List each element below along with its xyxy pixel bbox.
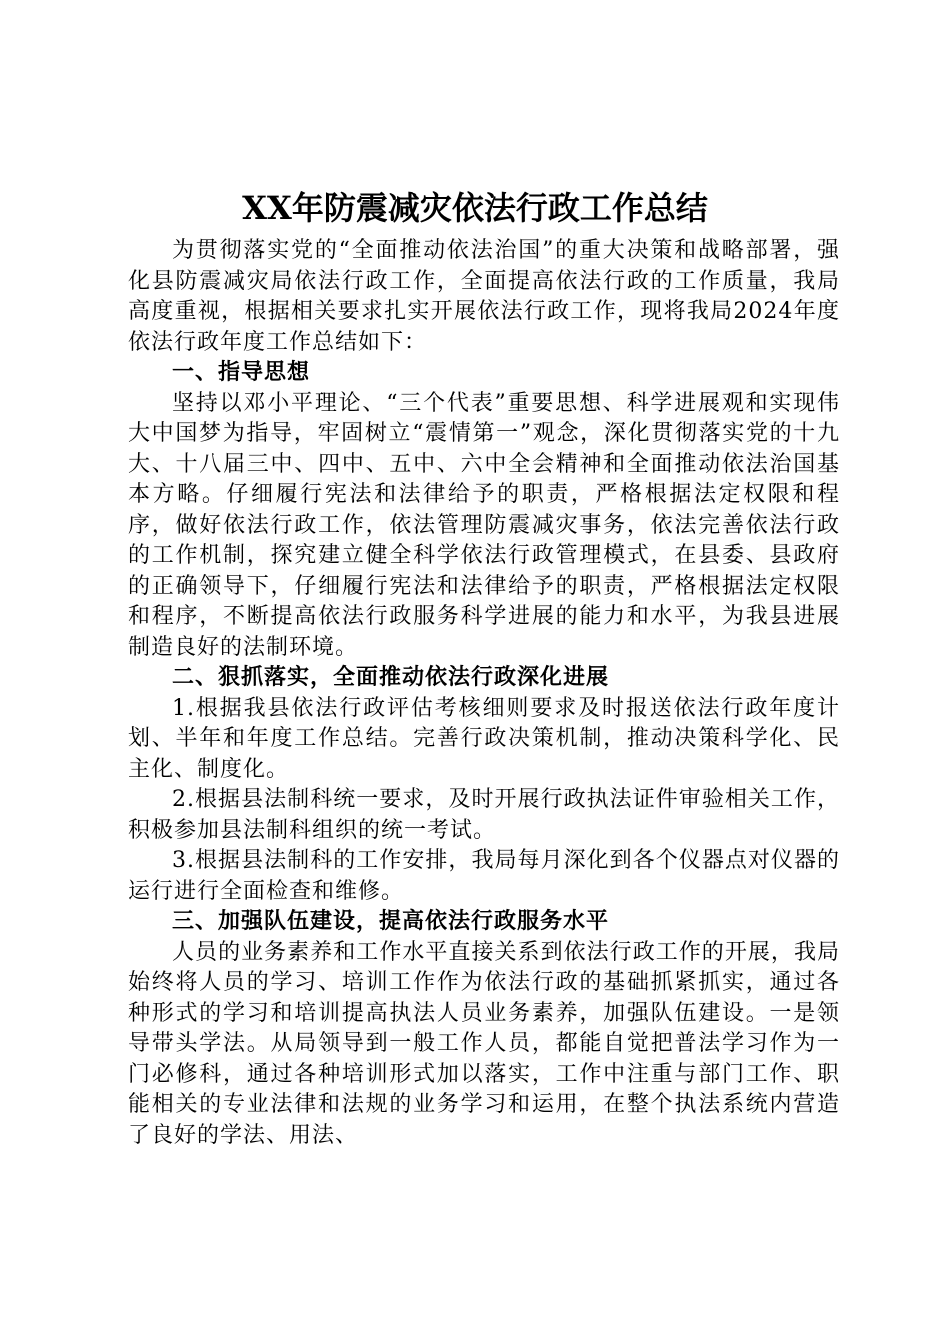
section-heading-1: 一、指导思想 (172, 360, 311, 385)
section-2-paragraph-1: 1.根据我县依法行政评估考核细则要求及时报送依法行政年度计划、半年和年度工作总结。完善行政决策机制，推动决策科学化、民主化、制度化。 (128, 695, 840, 782)
document-body (128, 236, 840, 1151)
intro-paragraph: 为贯彻落实党的“全面推动依法治国”的重大决策和战略部署，强化县防震减灾局依法行政工作，全面提高依法行政的工作质量，我局高度重视，根据相关要求扎实开展依法行政工作，现将我局2024年度依法行政年度工作总结如下： (128, 238, 840, 355)
section-1-paragraph: 坚持以邓小平理论、“三个代表”重要思想、科学进展观和实现伟大中国梦为指导，牢固树立“震情第一”观念，深化贯彻落实党的十九大、十八届三中、四中、五中、六中全会精神和全面推动依法治国基本方略。仔细履行宪法和法律给予的职责，严格根据法定权限和程序，做好依法行政工作，依法管理防震减灾事务，依法完善依法行政的工作机制，探究建立健全科学依法行政管理模式，在县委、县政府的正确领导下，仔细履行宪法和法律给予的职责，严格根据法定权限和程序，不断提高依法行政服务科学进展的能力和水平，为我县进展制造良好的法制环境。 (128, 390, 840, 660)
document-title: XX年防震减灾依法行政工作总结 (242, 189, 708, 227)
section-heading-3: 三、加强队伍建设，提高依法行政服务水平 (172, 909, 610, 934)
section-3-paragraph: 人员的业务素养和工作水平直接关系到依法行政工作的开展，我局始终将人员的学习、培训工作作为依法行政的基础抓紧抓实，通过各种形式的学习和培训提高执法人员业务素养，加强队伍建设。一是领导带头学法。从局领导到一般工作人员，都能自觉把普法学习作为一门必修科，通过各种培训形式加以落实，工作中注重与部门工作、职能相关的专业法律和法规的业务学习和运用，在整个执法系统内营造了良好的学法、用法、 (128, 939, 840, 1148)
section-2-paragraph-3: 3.根据县法制科的工作安排，我局每月深化到各个仪器点对仪器的运行进行全面检查和维修。 (128, 848, 840, 904)
section-2-paragraph-2: 2.根据县法制科统一要求，及时开展行政执法证件审验相关工作，积极参加县法制科组织的统一考试。 (128, 787, 840, 843)
section-heading-2: 二、狠抓落实，全面推动依法行政深化进展 (172, 665, 610, 690)
